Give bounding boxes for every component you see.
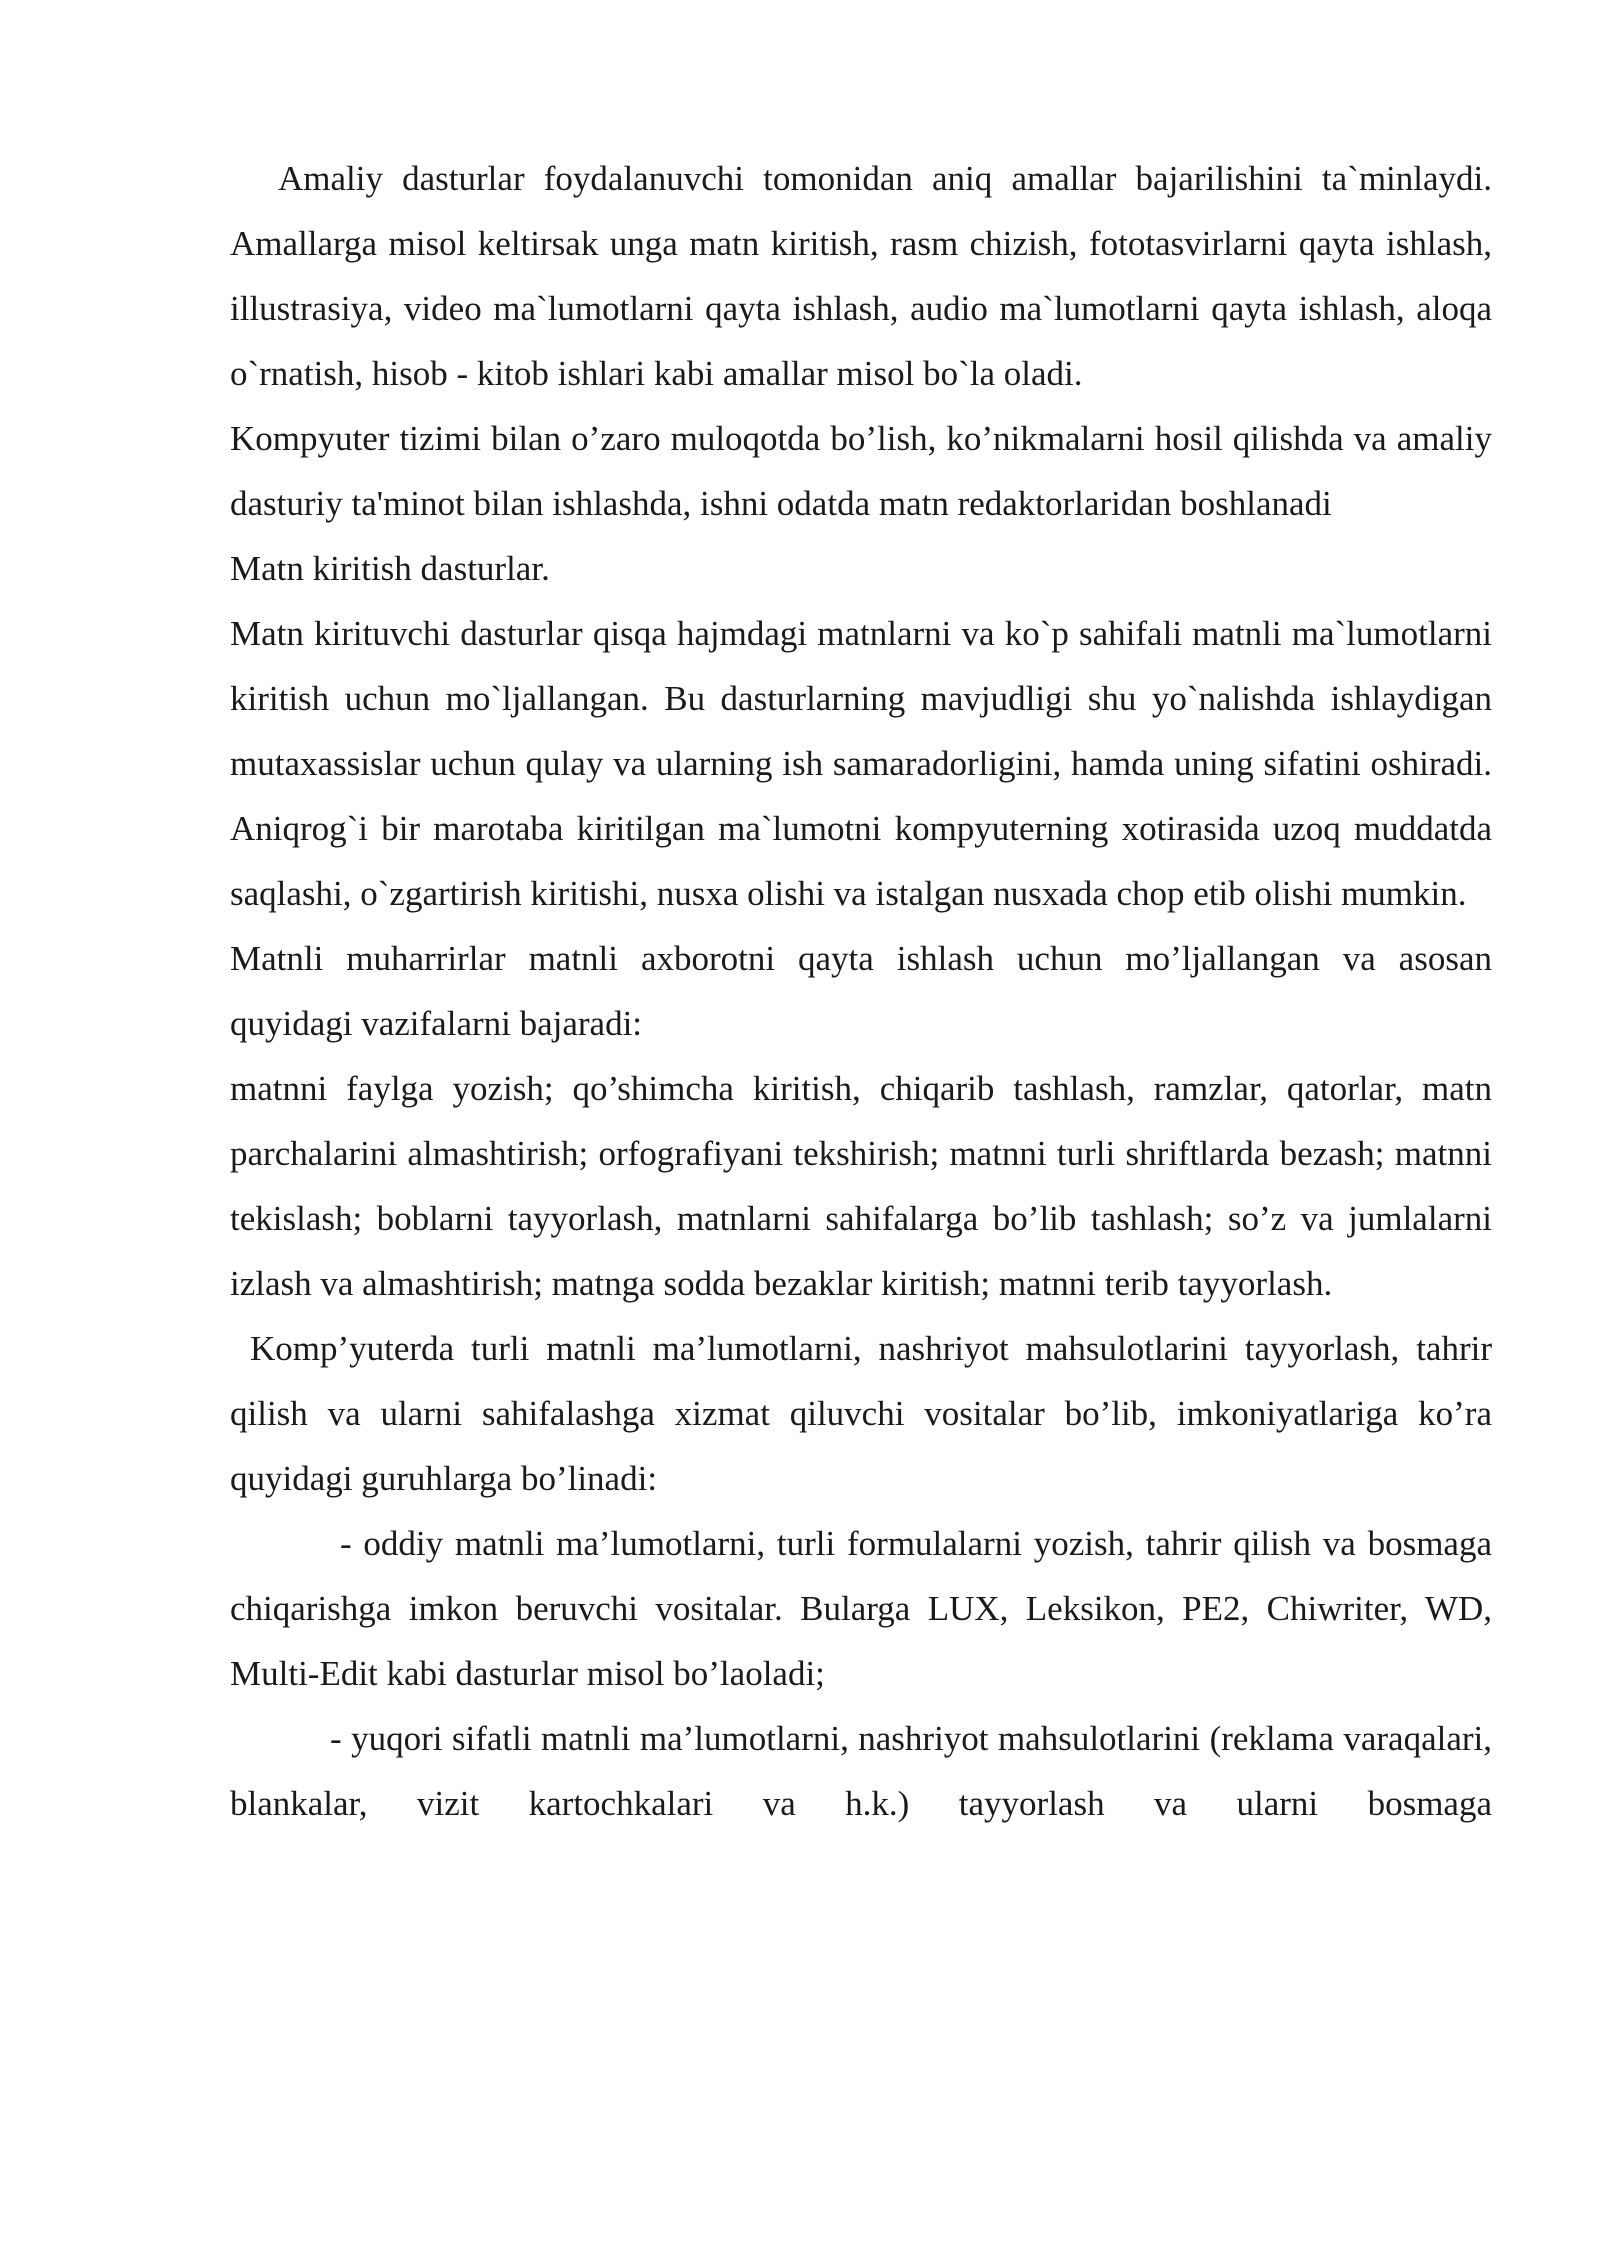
paragraph-matn-kirituvchi: Matn kirituvchi dasturlar qisqa hajmdagi matnlarni va ko`p sahifali matnli ma`lumotlarni kiritish uchun mo`ljallangan. Bu dasturlarning mavjudligi shu yo`nalishda ishlaydigan mutaxassislar uchun qulay va ularning ish samaradorligini, hamda uning sifatini oshiradi. Aniqrog`i bir marotaba kiritilgan ma`lumotni kompyuterning xotirasida uzoq muddatda saqlashi, o`zgartirish kiritishi, nusxa olishi va istalgan nusxada chop etib olishi mumkin. (230, 614, 1492, 913)
paragraph-komputerda: Komp’yuterda turli matnli ma’lumotlarni, nashriyot mahsulotlarini tayyorlash, tahrir qilish va ularni sahifalashga xizmat qiluvchi vositalar bo’lib, imkoniyatlariga ko’ra quyidagi guruhlarga bo’linadi: (230, 1329, 1492, 1498)
document-page (230, 146, 1492, 1836)
section-heading-matn-kiritish: Matn kiritish dasturlar. (230, 549, 550, 588)
list-item-oddiy: - oddiy matnli ma’lumotlarni, turli formulalarni yozish, tahrir qilish va bosmaga chiqarishga imkon beruvchi vositalar. Bularga LUX, Leksikon, PE2, Chiwriter, WD, Multi-Edit kabi dasturlar misol bo’laoladi; (230, 1524, 1492, 1693)
list-item-yuqori-sifatli: - yuqori sifatli matnli ma’lumotlarni, nashriyot mahsulotlarini (reklama varaqalari, blankalar, vizit kartochkalari va h.k.) tayyorlash va ularni bosmaga (230, 1719, 1492, 1823)
paragraph-kompyuter-tizimi: Kompyuter tizimi bilan o’zaro muloqotda bo’lish, ko’nikmalarni hosil qilishda va amaliy dasturiy ta'minot bilan ishlashda, ishni odatda matn redaktorlaridan boshlanadi (230, 419, 1492, 523)
paragraph-matnli-muharrirlar: Matnli muharrirlar matnli axborotni qayta ishlash uchun mo’ljallangan va asosan quyidagi vazifalarni bajaradi: (230, 939, 1492, 1043)
paragraph-vazifalar: matnni faylga yozish; qo’shimcha kiritish, chiqarib tashlash, ramzlar, qatorlar, matn parchalarini almashtirish; orfografiyani tekshirish; matnni turli shriftlarda bezash; matnni tekislash; boblarni tayyorlash, matnlarni sahifalarga bo’lib tashlash; so’z va jumlalarni izlash va almashtirish; matnga sodda bezaklar kiritish; matnni terib tayyorlash. (230, 1069, 1492, 1303)
paragraph-amaliy-dasturlar: Amaliy dasturlar foydalanuvchi tomonidan aniq amallar bajarilishini ta`minlaydi. Amallarga misol keltirsak unga matn kiritish, rasm chizish, fototasvirlarni qayta ishlash, illustrasiya, video ma`lumotlarni qayta ishlash, audio ma`lumotlarni qayta ishlash, aloqa o`rnatish, hisob - kitob ishlari kabi amallar misol bo`la oladi. (230, 159, 1492, 393)
